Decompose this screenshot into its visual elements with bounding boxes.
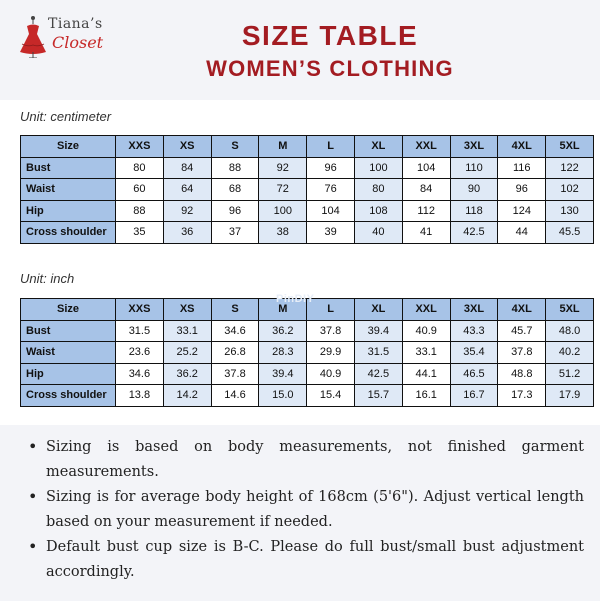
table-cell: 44 [498, 222, 546, 244]
table-cell: 48.0 [546, 320, 594, 342]
column-header: XS [163, 136, 211, 158]
table-cell: 88 [116, 200, 164, 222]
table-cell: 64 [163, 179, 211, 201]
table-cell: 84 [163, 157, 211, 179]
column-header: 3XL [450, 299, 498, 321]
table-cell: 45.5 [546, 222, 594, 244]
table-cell: 42.5 [450, 222, 498, 244]
table-cell: 72 [259, 179, 307, 201]
row-label: Bust [21, 157, 116, 179]
table-cell: 39 [307, 222, 355, 244]
table-cell: 90 [450, 179, 498, 201]
table-cell: 104 [402, 157, 450, 179]
table-cell: 46.5 [450, 363, 498, 385]
table-cell: 41 [402, 222, 450, 244]
table-cell: 45.7 [498, 320, 546, 342]
table-cell: 110 [450, 157, 498, 179]
column-header: L [307, 299, 355, 321]
table-cell: 35 [116, 222, 164, 244]
table-cell: 15.7 [354, 385, 402, 407]
table-row [21, 222, 594, 244]
column-header: 5XL [546, 299, 594, 321]
notes-list [24, 435, 584, 585]
column-header: 3XL [450, 136, 498, 158]
table-cell: 39.4 [354, 320, 402, 342]
table-cell: 96 [498, 179, 546, 201]
table-row [21, 179, 594, 201]
table-cell: 33.1 [163, 320, 211, 342]
column-header: M [259, 299, 307, 321]
table-cell: 31.5 [116, 320, 164, 342]
table-cell: 102 [546, 179, 594, 201]
table-cell: 34.6 [211, 320, 259, 342]
row-label: Hip [21, 363, 116, 385]
table-cell: 92 [259, 157, 307, 179]
table-row [21, 200, 594, 222]
note-item: • Default bust cup size is B-C. Please do full bust/small bust adjustment accordingly. [24, 535, 584, 584]
table-cell: 84 [402, 179, 450, 201]
table-cell: 15.4 [307, 385, 355, 407]
table-cell: 16.1 [402, 385, 450, 407]
table-cell: 14.2 [163, 385, 211, 407]
table-cell: 36 [163, 222, 211, 244]
column-header: XS [163, 299, 211, 321]
table-cell: 15.0 [259, 385, 307, 407]
table-cell: 92 [163, 200, 211, 222]
table-cell: 130 [546, 200, 594, 222]
row-label: Cross shoulder [21, 385, 116, 407]
table-cell: 36.2 [163, 363, 211, 385]
column-header: L [307, 136, 355, 158]
table-cell: 17.3 [498, 385, 546, 407]
note-item: • Sizing is based on body measurements, not finished garment measurements. [24, 435, 584, 484]
note-item: • Sizing is for average body height of 168cm (5'6"). Adjust vertical length based on your measurement if needed. [24, 485, 584, 534]
table-cell: 14.6 [211, 385, 259, 407]
table-cell: 80 [116, 157, 164, 179]
table-cell: 33.1 [402, 342, 450, 364]
table-cell: 116 [498, 157, 546, 179]
table-cell: 13.8 [116, 385, 164, 407]
row-label: Waist [21, 342, 116, 364]
column-header: XL [354, 299, 402, 321]
table-row [21, 363, 594, 385]
column-header: M [259, 136, 307, 158]
table-cell: 60 [116, 179, 164, 201]
page-title: SIZE TABLE [241, 20, 419, 51]
table-cell: 28.3 [259, 342, 307, 364]
row-label: Bust [21, 320, 116, 342]
page-subtitle: WOMEN’S CLOTHING [206, 56, 454, 81]
table-cell: 80 [354, 179, 402, 201]
table-cell: 44.1 [402, 363, 450, 385]
table-cell: 31.5 [354, 342, 402, 364]
row-label: Waist [21, 179, 116, 201]
table-cell: 40 [354, 222, 402, 244]
table-cell: 100 [259, 200, 307, 222]
column-header: XXL [402, 136, 450, 158]
size-table-inch [20, 298, 594, 407]
header-banner [0, 0, 600, 100]
table-row [21, 320, 594, 342]
watermark: PinDIY [276, 293, 315, 305]
column-header-size: Size [21, 136, 116, 158]
table-cell: 39.4 [259, 363, 307, 385]
column-header: S [211, 299, 259, 321]
table-cell: 37.8 [498, 342, 546, 364]
table-cell: 112 [402, 200, 450, 222]
row-label: Hip [21, 200, 116, 222]
table-cell: 42.5 [354, 363, 402, 385]
table-cell: 118 [450, 200, 498, 222]
table-cell: 36.2 [259, 320, 307, 342]
table-cell: 88 [211, 157, 259, 179]
table-cell: 51.2 [546, 363, 594, 385]
table-row [21, 342, 594, 364]
column-header: 4XL [498, 136, 546, 158]
table-cell: 38 [259, 222, 307, 244]
column-header: XXS [116, 136, 164, 158]
brand-name-line1: Tiana’s [48, 16, 103, 32]
column-header: 4XL [498, 299, 546, 321]
table-cell: 124 [498, 200, 546, 222]
table-cell: 37.8 [307, 320, 355, 342]
table-cell: 34.6 [116, 363, 164, 385]
column-header-size: Size [21, 299, 116, 321]
table-header-row [21, 136, 594, 158]
table-cell: 16.7 [450, 385, 498, 407]
table-row [21, 157, 594, 179]
table-cell: 96 [211, 200, 259, 222]
table-cell: 76 [307, 179, 355, 201]
table-row [21, 385, 594, 407]
table-cell: 68 [211, 179, 259, 201]
size-table-centimeter [20, 135, 594, 244]
column-header: S [211, 136, 259, 158]
table-cell: 17.9 [546, 385, 594, 407]
table-cell: 25.2 [163, 342, 211, 364]
column-header: XXS [116, 299, 164, 321]
column-header: XXL [402, 299, 450, 321]
table-cell: 108 [354, 200, 402, 222]
table-cell: 43.3 [450, 320, 498, 342]
table-cell: 40.9 [402, 320, 450, 342]
table-cell: 23.6 [116, 342, 164, 364]
table-cell: 104 [307, 200, 355, 222]
table-cell: 40.9 [307, 363, 355, 385]
table-cell: 40.2 [546, 342, 594, 364]
table-cell: 37 [211, 222, 259, 244]
notes-panel [0, 425, 600, 601]
table-cell: 122 [546, 157, 594, 179]
table-cell: 35.4 [450, 342, 498, 364]
table-cell: 100 [354, 157, 402, 179]
unit-label-inch: Unit: inch [20, 271, 75, 286]
table-cell: 26.8 [211, 342, 259, 364]
column-header: XL [354, 136, 402, 158]
unit-label-centimeter: Unit: centimeter [20, 109, 112, 124]
column-header: 5XL [546, 136, 594, 158]
brand-name-line2: Closet [52, 33, 104, 52]
table-cell: 37.8 [211, 363, 259, 385]
table-cell: 96 [307, 157, 355, 179]
row-label: Cross shoulder [21, 222, 116, 244]
table-cell: 29.9 [307, 342, 355, 364]
table-cell: 48.8 [498, 363, 546, 385]
